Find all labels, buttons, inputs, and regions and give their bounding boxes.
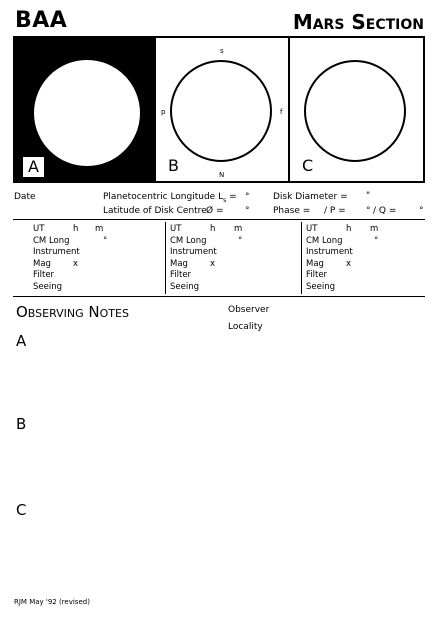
observing-notes-title: Observing Notes (16, 303, 129, 321)
panel-label-b: B (168, 156, 179, 175)
ut-label: UT (33, 224, 45, 234)
divider-top (13, 219, 425, 220)
minute-unit: m (370, 224, 379, 234)
observation-column-a[interactable] (33, 224, 163, 293)
p-label: / P = (324, 206, 346, 216)
org-title: BAA (15, 8, 68, 33)
disk-b (170, 60, 272, 162)
hour-unit: h (210, 224, 216, 234)
panel-label-a: A (23, 157, 44, 177)
notes-section-b: B (16, 415, 27, 433)
cm-long-label: CM Long (170, 235, 207, 246)
seeing-label: Seeing (170, 281, 199, 292)
latitude-symbol: Ø = (206, 206, 224, 216)
latitude-label: Latitude of Disk Centre (103, 206, 207, 216)
drawing-panels (13, 36, 425, 183)
cm-degree: ° (238, 235, 243, 246)
drawing-panel-c[interactable] (290, 38, 423, 181)
column-divider-1 (165, 222, 166, 294)
q-degree: ° (419, 206, 424, 216)
cm-long-label: CM Long (33, 235, 70, 246)
diameter-arcsec: " (366, 191, 371, 201)
notes-area-c[interactable] (14, 521, 424, 591)
mag-x: x (346, 258, 352, 269)
instrument-label: Instrument (306, 247, 353, 257)
direction-n: N (219, 171, 225, 179)
minute-unit: m (95, 224, 104, 234)
filter-label: Filter (170, 270, 192, 280)
longitude-degree: ° (245, 192, 250, 202)
p-degree: ° (366, 206, 371, 216)
column-divider-2 (301, 222, 302, 294)
filter-label: Filter (306, 270, 328, 280)
cm-degree: ° (374, 235, 379, 246)
cm-long-label: CM Long (306, 235, 343, 246)
longitude-label: Planetocentric Longitude $L_s$ = (103, 192, 237, 204)
notes-area-b[interactable] (14, 435, 424, 495)
mag-x: x (73, 258, 79, 269)
instrument-label: Instrument (33, 247, 80, 257)
direction-f: f (280, 108, 283, 116)
hour-unit: h (73, 224, 79, 234)
observation-column-c[interactable] (306, 224, 424, 293)
q-label: / Q = (373, 206, 397, 216)
notes-area-a[interactable] (14, 352, 424, 412)
disk-c (304, 60, 406, 162)
hour-unit: h (346, 224, 352, 234)
direction-p: p (161, 108, 166, 116)
direction-s: s (220, 47, 224, 55)
notes-section-c: C (16, 501, 27, 519)
mag-label: Mag (170, 258, 188, 269)
ut-label: UT (170, 224, 182, 234)
phase-label: Phase = (273, 206, 311, 216)
date-label: Date (14, 192, 36, 202)
cm-degree: ° (103, 235, 108, 246)
latitude-degree: ° (245, 206, 250, 216)
panel-label-c: C (302, 156, 314, 175)
divider-bottom (13, 296, 425, 297)
footer-credit: RJM May '92 (revised) (14, 598, 90, 606)
disk-a (34, 60, 140, 166)
seeing-label: Seeing (33, 281, 62, 292)
observation-column-b[interactable] (170, 224, 300, 293)
drawing-panel-b[interactable] (154, 38, 290, 181)
drawing-panel-a[interactable] (15, 38, 154, 181)
filter-label: Filter (33, 270, 55, 280)
mag-label: Mag (306, 258, 324, 269)
ut-label: UT (306, 224, 318, 234)
mag-label: Mag (33, 258, 51, 269)
locality-label: Locality (228, 322, 263, 332)
notes-section-a: A (16, 332, 27, 350)
observer-label: Observer (228, 305, 270, 315)
mag-x: x (210, 258, 216, 269)
instrument-label: Instrument (170, 247, 217, 257)
diameter-label: Disk Diameter = (273, 192, 348, 202)
section-title: Mars Section (292, 10, 424, 34)
seeing-label: Seeing (306, 281, 335, 292)
minute-unit: m (234, 224, 243, 234)
